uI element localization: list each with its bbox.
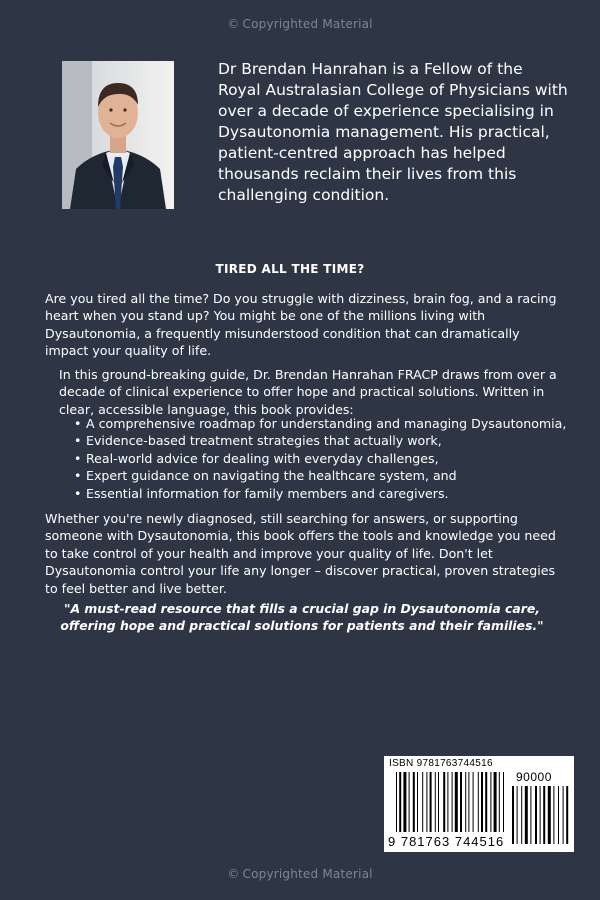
ean-digits: 9 781763 744516	[388, 834, 505, 849]
barcode-bar	[481, 772, 483, 832]
guide-paragraph: In this ground-breaking guide, Dr. Brendan Hanrahan FRACP draws from over a decade of clinical experience to offer hope and practical solutions. Written in clear, accessible language, this book provides:	[59, 367, 557, 417]
barcode-bar	[494, 772, 497, 832]
barcode-bar	[430, 772, 432, 832]
barcode-bar	[478, 772, 479, 832]
barcode-bar	[396, 772, 397, 832]
barcode-bar	[426, 772, 427, 832]
barcode-bar	[403, 772, 406, 832]
barcode-bar	[548, 786, 551, 844]
barcode-bar	[503, 772, 504, 832]
barcode-bar	[413, 772, 415, 832]
barcode-bar	[490, 772, 491, 832]
barcode-bar	[468, 772, 469, 832]
benefits-list	[74, 415, 566, 502]
barcode-bar	[540, 786, 541, 844]
watermark-top	[0, 17, 600, 31]
barcode-bar	[485, 772, 487, 832]
section-heading: TIRED ALL THE TIME?	[215, 262, 365, 276]
isbn-label: ISBN 9781763744516	[389, 758, 493, 769]
isbn-barcode	[384, 756, 574, 852]
barcode-bar	[530, 786, 531, 844]
barcode-bar	[452, 772, 453, 832]
barcode-bar	[473, 772, 474, 832]
author-portrait-image	[62, 61, 174, 209]
price-code: 90000	[516, 770, 552, 784]
barcode-bar	[563, 786, 564, 844]
author-bio: Dr Brendan Hanrahan is a Fellow of the Royal Australasian College of Physicians with over a decade of experience specialising in Dysautonomia management. His practical, patient-centred approach has helped thousands reclaim their lives from this challenging condition.	[218, 60, 568, 204]
endorsement-quote: "A must-read resource that fills a crucial gap in Dysautonomia care, offering hope and practical solutions for patients and their families."	[60, 601, 544, 634]
barcode-bar	[447, 772, 448, 832]
barcode-bar	[435, 772, 436, 832]
barcode-bar	[409, 772, 410, 832]
copyright-icon: ©	[227, 17, 240, 31]
barcode-bar	[499, 772, 500, 832]
watermark-text: Copyrighted Material	[242, 867, 373, 881]
watermark-text: Copyrighted Material	[242, 17, 373, 31]
closing-paragraph: Whether you're newly diagnosed, still searching for answers, or supporting someone with Dysautonomia, this book offers the tools and knowledge you need to take control of your health and improve your quality of life. Don't let Dysautonomia control your life any longer – discover practical, proven strategies to feel better and live better.	[45, 511, 556, 596]
list-item: • A comprehensive roadmap for understanding and managing Dysautonomia,	[74, 415, 566, 432]
barcode-bar	[553, 786, 554, 844]
list-item: • Expert guidance on navigating the healthcare system, and	[74, 467, 566, 484]
barcode-bar	[399, 772, 401, 832]
barcode-bar	[525, 786, 528, 844]
barcode-bar	[566, 786, 568, 844]
copyright-icon: ©	[227, 867, 240, 881]
barcode-bar	[517, 786, 518, 844]
barcode-bar	[438, 772, 439, 832]
barcode-bar	[460, 772, 462, 832]
author-photo	[62, 61, 174, 209]
barcode-bar	[422, 772, 423, 832]
barcode-bar	[543, 786, 545, 844]
intro-paragraph: Are you tired all the time? Do you struggle with dizziness, brain fog, and a racing heart when you stand up? You might be one of the millions living with Dysautonomia, a frequently misunderstood condition that can dramatically impact your quality of life.	[45, 291, 557, 359]
list-item: • Evidence-based treatment strategies that actually work,	[74, 432, 566, 449]
barcode-bar	[521, 786, 522, 844]
barcode-bar	[512, 786, 514, 844]
barcode-bar	[443, 772, 445, 832]
barcode-bar	[535, 786, 537, 844]
watermark-bottom	[0, 867, 600, 881]
barcode-bar	[465, 772, 466, 832]
list-item: • Essential information for family members and caregivers.	[74, 485, 566, 502]
barcode-bar	[417, 772, 418, 832]
barcode-bar	[455, 772, 458, 832]
barcode-bar	[558, 786, 559, 844]
list-item: • Real-world advice for dealing with everyday challenges,	[74, 450, 566, 467]
